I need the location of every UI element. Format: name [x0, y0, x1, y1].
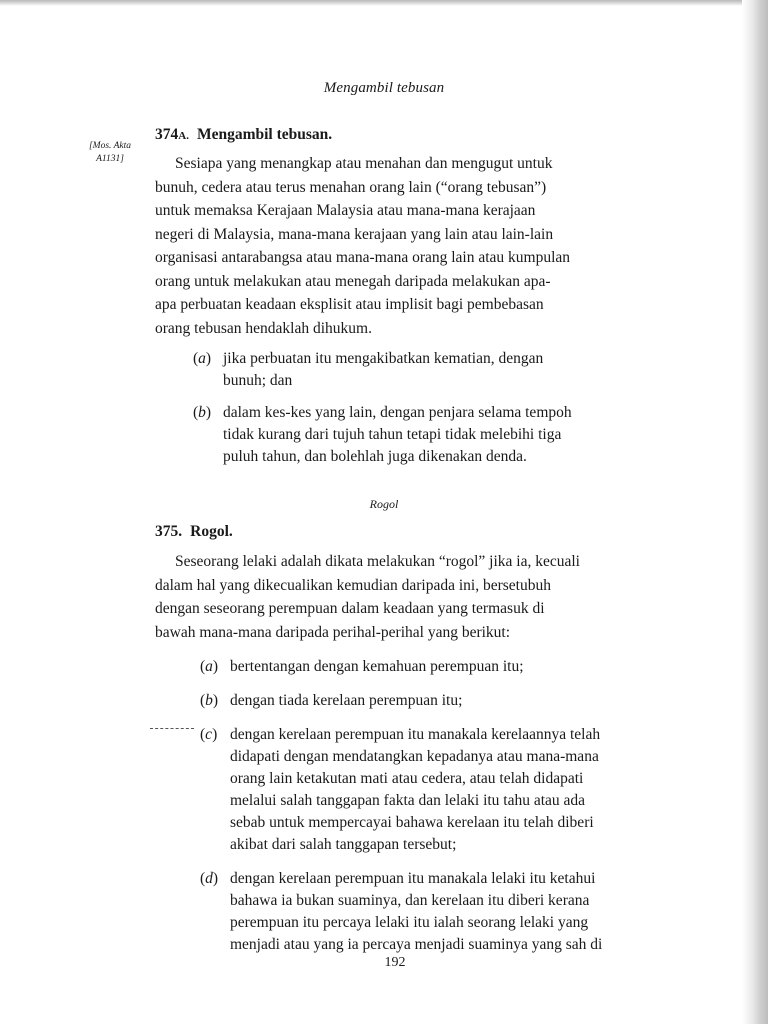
- item-line: dalam kes-kes yang lain, dengan penjara selama tempoh: [223, 404, 572, 421]
- section-374a-heading: [155, 125, 625, 146]
- item-line: tidak kurang dari tujuh tahun tetapi tidak melebihi tiga: [223, 426, 562, 443]
- item-line: dengan tiada kerelaan perempuan itu;: [230, 692, 463, 709]
- item-line: melalui salah tanggapan fakta dan lelaki itu tahu atau ada: [230, 792, 586, 809]
- item-line: orang lain ketakutan mati atau cedera, atau telah didapati: [230, 770, 584, 787]
- item-line: menjadi atau yang ia percaya menjadi suaminya yang sah di: [230, 936, 603, 953]
- item-letter: b: [205, 692, 213, 709]
- section-375-heading: [155, 522, 625, 542]
- item-label: (b): [200, 692, 219, 709]
- body-line: orang untuk melakukan atau menegah daripada melakukan apa-: [155, 272, 551, 290]
- item-text: [230, 868, 625, 956]
- running-head: Mengambil tebusan: [323, 80, 445, 96]
- item-label: (d): [200, 870, 219, 887]
- body-line: Sesiapa yang menangkap atau menahan dan mengugut untuk: [175, 155, 553, 172]
- section-375: [155, 522, 625, 956]
- item-letter: c: [205, 726, 213, 743]
- item-line: akibat dari salah tanggapan tersebut;: [230, 836, 457, 853]
- item-line: bahawa ia bukan suaminya, dan kerelaan itu diberi kerana: [230, 892, 590, 909]
- section-375-items: [155, 656, 625, 956]
- item-text: [230, 724, 625, 856]
- body-line: negeri di Malaysia, mana-mana kerajaan yang lain atau lain-lain: [155, 225, 554, 243]
- section-375-body: [155, 550, 625, 644]
- section-374a-number-digits: 374: [155, 126, 179, 143]
- page-number: 192: [384, 955, 406, 970]
- section-374a-title: Mengambil tebusan.: [196, 126, 333, 143]
- item-text: [230, 690, 625, 712]
- scan-right-edge: [742, 0, 768, 1024]
- item-label: (a): [193, 350, 212, 367]
- item-text: [230, 656, 625, 678]
- rogol-center-heading: Rogol: [369, 497, 399, 511]
- list-item-c: [200, 724, 625, 856]
- section-374a: [155, 125, 625, 468]
- body-line: bawah mana-mana daripada perihal-perihal yang berikut:: [155, 623, 511, 641]
- body-line: orang tebusan hendaklah dihukum.: [155, 319, 372, 337]
- item-line: bunuh; dan: [223, 372, 293, 389]
- section-374a-body: [155, 152, 625, 340]
- section-374a-number: [155, 126, 189, 143]
- margin-note: [70, 140, 150, 166]
- body-line: apa perbuatan keadaan eksplisit atau implisit bagi pembebasan: [155, 296, 544, 313]
- section-375-title: Rogol.: [190, 523, 233, 540]
- item-label: (b): [193, 404, 212, 421]
- margin-note-line-2: A1131]: [96, 154, 124, 164]
- body-line: dengan seseorang perempuan dalam keadaan yang termasuk di: [155, 600, 545, 617]
- item-line: dengan kerelaan perempuan itu manakala lelaki itu ketahui: [230, 870, 596, 887]
- body-line: untuk memaksa Kerajaan Malaysia atau mana-mana kerajaan: [155, 202, 536, 219]
- body-line: organisasi antarabangsa atau mana-mana orang lain atau kumpulan: [155, 249, 571, 266]
- item-line: sebab untuk mempercayai bahawa kerelaan itu telah diberi: [230, 814, 594, 831]
- item-line: perempuan itu percaya lelaki itu ialah seorang lelaki yang: [230, 914, 589, 931]
- item-label: (c): [200, 726, 218, 743]
- body-line: bunuh, cedera atau terus menahan orang lain (“orang tebusan”): [155, 178, 547, 196]
- item-letter: b: [198, 404, 206, 421]
- item-line: didapati dengan mendatangkan kepadanya atau mana-mana: [230, 748, 599, 765]
- list-item-d: [200, 868, 625, 956]
- list-item-a: [200, 656, 625, 678]
- item-line: dengan kerelaan perempuan itu manakala kerelaannya telah: [230, 726, 601, 743]
- body-line: dalam hal yang dikecualikan kemudian daripada ini, bersetubuh: [155, 576, 551, 594]
- item-text: [223, 402, 625, 468]
- scan-top-edge: [0, 0, 768, 6]
- item-text: [223, 348, 625, 392]
- section-374a-number-suffix: A.: [178, 130, 189, 142]
- list-item-b: [193, 402, 625, 468]
- margin-note-line-1: [Mos. Akta: [88, 141, 132, 151]
- item-letter: d: [205, 870, 213, 887]
- list-item-a: [193, 348, 625, 392]
- item-letter: a: [198, 350, 206, 367]
- item-line: jika perbuatan itu mengakibatkan kematian, dengan: [223, 350, 544, 367]
- body-line: Seseorang lelaki adalah dikata melakukan “rogol” jika ia, kecuali: [175, 553, 580, 570]
- item-line: bertentangan dengan kemahuan perempuan itu;: [230, 658, 524, 675]
- item-line: puluh tahun, dan bolehlah juga dikenakan denda.: [223, 448, 527, 465]
- item-label: (a): [200, 658, 219, 675]
- section-374a-items: [155, 348, 625, 468]
- list-item-b: [200, 690, 625, 712]
- section-375-number: 375.: [155, 523, 183, 540]
- margin-pencil-mark: [150, 728, 194, 729]
- item-letter: a: [205, 658, 213, 675]
